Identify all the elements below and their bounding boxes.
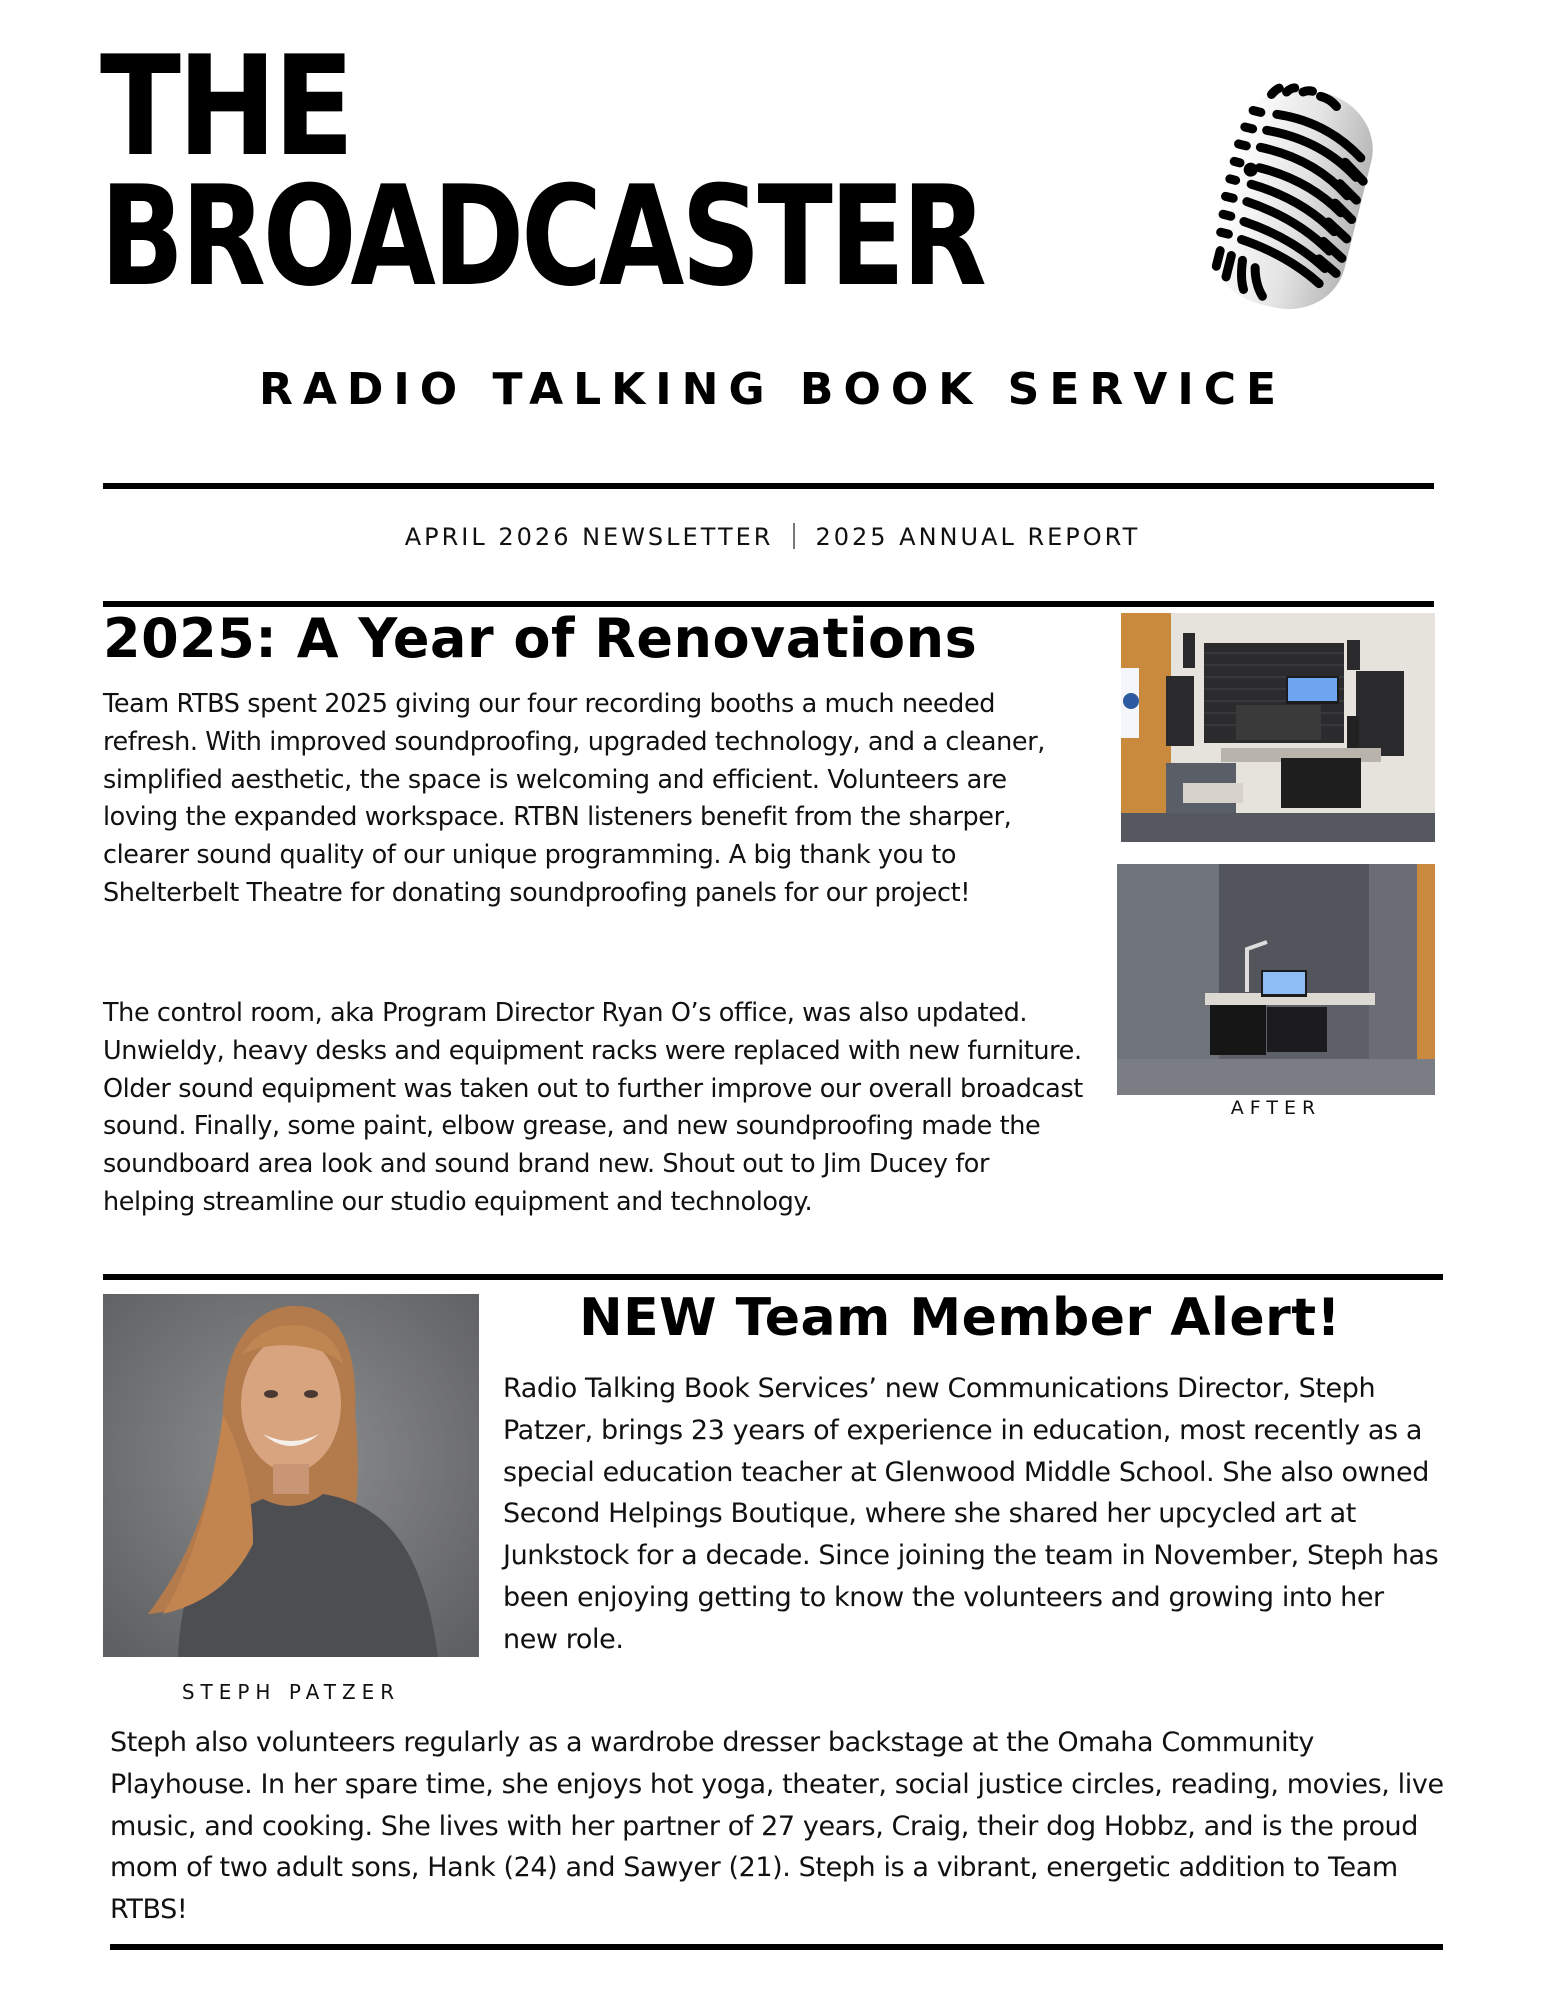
before-photo [1121,613,1435,842]
newsletter-title-line2: BROADCASTER [100,156,984,317]
newsletter-title-line1: THE [100,26,352,187]
article-paragraph: Steph also volunteers regularly as a wardrobe dresser backstage at the Omaha Community Playhouse. In her spare time, she enjoys hot yoga, theater, social justice circles, reading, movies, live music, and cooking. She lives with her partner of 27 years, Craig, their dog Hobbz, and is the proud mom of two adult sons, Hank (24) and Sawyer (21). Steph is a vibrant, energetic addition to Team RTBS! [110,1727,1444,1926]
dateline-separator [793,523,795,549]
divider-rule [103,483,1434,489]
organization-subtitle: RADIO TALKING BOOK SERVICE [258,364,1287,415]
divider-rule [110,1944,1443,1950]
portrait-caption: STEPH PATZER [181,1680,401,1704]
microphone-icon [1185,80,1395,315]
steph-patzer-portrait [103,1294,479,1657]
report-label: 2025 ANNUAL REPORT [815,523,1141,551]
article-paragraph: The control room, aka Program Director Ryan O’s office, was also updated. Unwieldy, heavy desks and equipment racks were replaced with new furniture. Older sound equipment was taken out to further improve our overall broadcast sound. Finally, some paint, elbow grease, and new soundproofing made the soundboard area look and sound brand new. Shout out to Jim Ducey for helping streamline our studio equipment and technology. [103,998,1083,1217]
divider-rule [103,1274,1443,1280]
article-headline: NEW Team Member Alert! [579,1288,1341,1348]
article-paragraph: Radio Talking Book Services’ new Communications Director, Steph Patzer, brings 23 years of experience in education, most recently as a special education teacher at Glenwood Middle School. She also owned Second Helpings Boutique, where she shared her upcycled art at Junkstock for a decade. Since joining the team in November, Steph has been enjoying getting to know the volunteers and growing into her new role. [503,1373,1439,1655]
after-caption: AFTER [1230,1097,1322,1119]
after-photo [1117,864,1435,1095]
issue-dateline [0,523,1545,549]
article-headline: 2025: A Year of Renovations [103,607,978,670]
article-paragraph: Team RTBS spent 2025 giving our four recording booths a much needed refresh. With improved soundproofing, upgraded technology, and a cleaner, simplified aesthetic, the space is welcoming and efficient. Volunteers are loving the expanded workspace. RTBN listeners benefit from the sharper, clearer sound quality of our unique programming. A big thank you to Shelterbelt Theatre for donating soundproofing panels for our project! [103,689,1045,908]
issue-label: APRIL 2026 NEWSLETTER [404,523,774,551]
